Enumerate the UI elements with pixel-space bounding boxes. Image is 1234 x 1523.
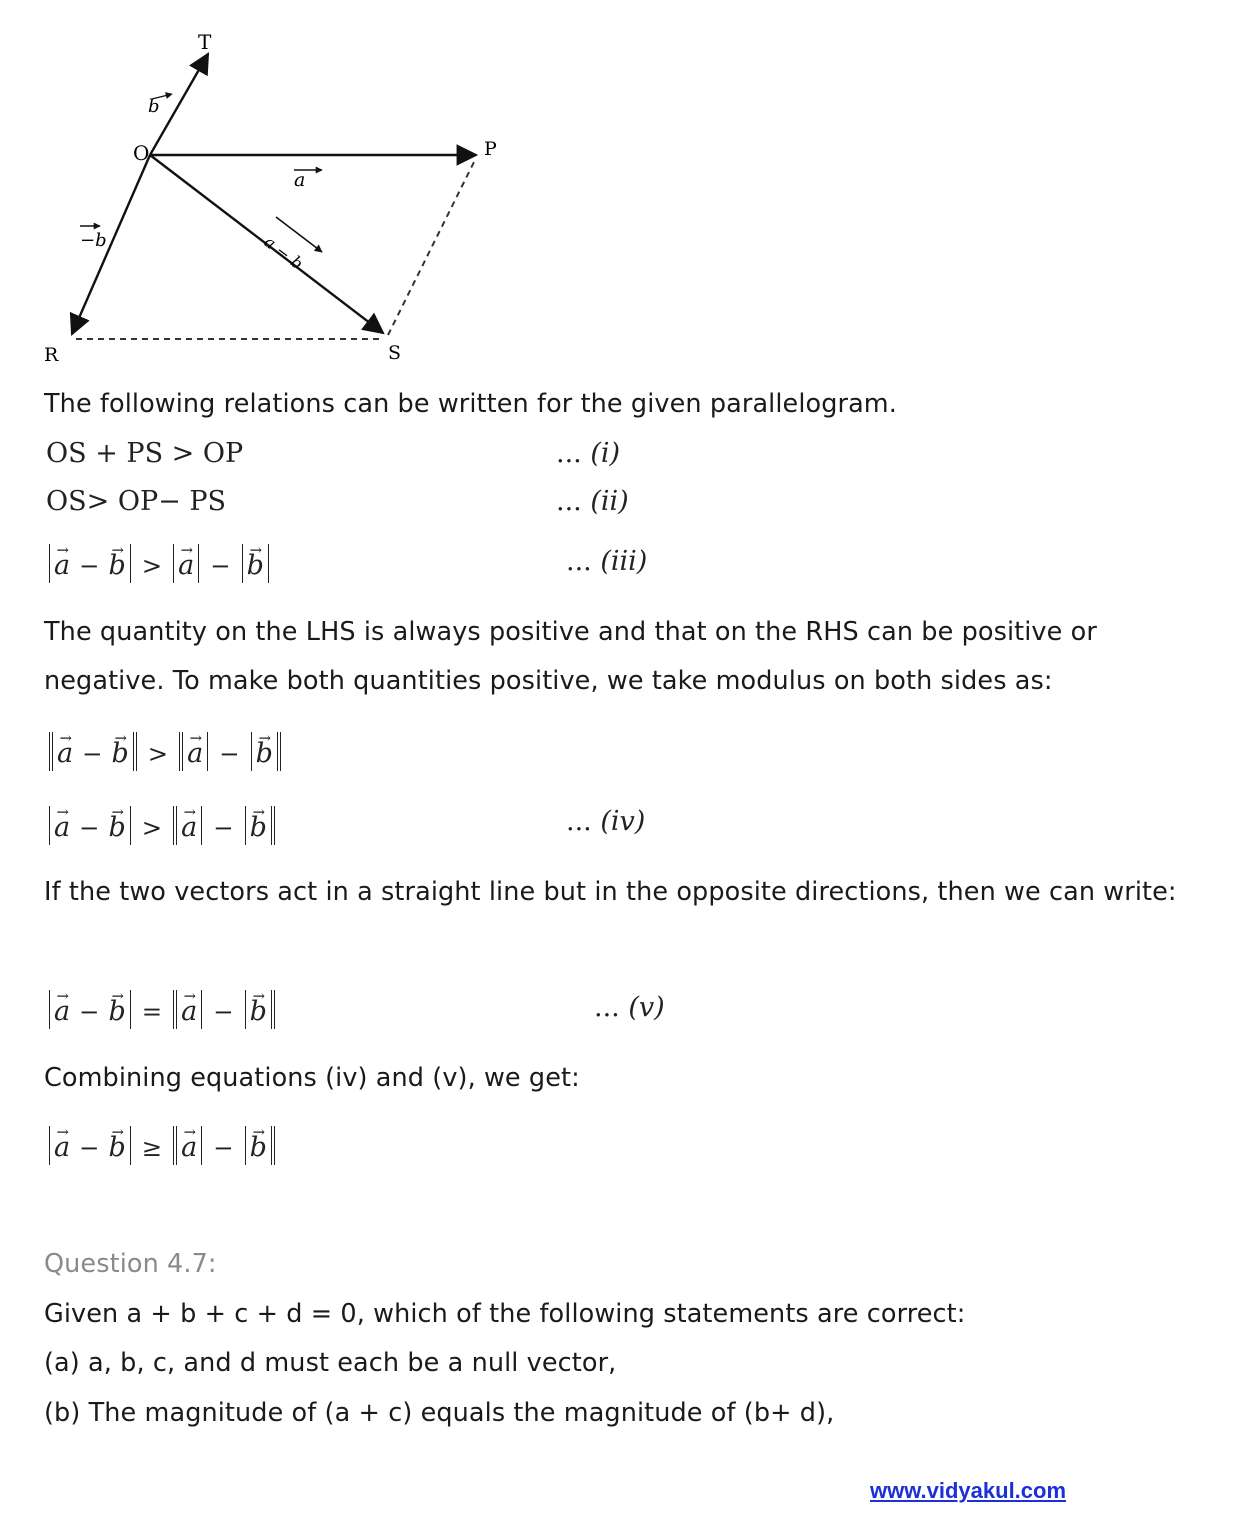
vector-label-minus-b: −b [80,230,107,251]
abs-bar [173,990,174,1029]
equation-iv-dots: ... [566,806,592,837]
equation-ii: OS> OP− PS [46,486,227,517]
footer-website-link[interactable]: www.vidyakul.com [870,1478,1067,1503]
dashed-side-sp [388,160,475,335]
greater-than-sign: > [141,550,163,580]
vector-label-a-minus-b: a − b [260,232,307,274]
minus-sign: − [79,550,100,580]
equation-ii-tag [556,486,629,517]
abs-bar [201,990,202,1029]
minus-sign: − [79,812,100,842]
option-a: (a) a, b, c, and d must each be a null vector, [44,1348,617,1378]
equation-i: OS + PS > OP [46,438,244,469]
greater-than-sign: > [147,738,169,768]
question-heading: Question 4.7: [44,1249,217,1279]
equation-ii-dots: ... [556,486,582,517]
greater-or-equal-sign: ≥ [141,1132,163,1162]
abs-bar [49,990,50,1029]
abs-bar [130,544,131,583]
abs-bar [49,1126,50,1165]
equation-iv [46,806,278,845]
abs-bar [182,732,183,771]
abs-bar [130,990,131,1029]
abs-bar [207,732,208,771]
point-label-o: O [133,141,150,165]
equation-combined [46,1126,278,1165]
abs-bar [173,1126,174,1165]
abs-bar [136,732,137,771]
abs-bar [242,544,243,583]
abs-bar [201,806,202,845]
abs-bar [173,544,174,583]
equation-iii-tag [566,546,647,577]
vector-a-symbol: → a [180,812,198,843]
vector-a-symbol: → a [180,1132,198,1163]
abs-bar [173,806,174,845]
minus-sign: − [213,996,234,1026]
point-label-r: R [44,344,59,366]
vector-a-symbol: → a [177,550,195,581]
abs-bar [251,732,252,771]
equation-v-dots: ... [594,992,620,1023]
vector-label-a: a [294,169,306,191]
abs-bar [274,806,275,845]
abs-bar [198,544,199,583]
abs-bar [176,806,177,845]
abs-bar [52,732,53,771]
abs-bar [271,806,272,845]
point-label-p: P [484,138,497,160]
vector-a-symbol: → a [53,812,71,843]
abs-bar [176,990,177,1029]
abs-bar [274,990,275,1029]
equation-i-number: (i) [590,438,621,469]
abs-bar [49,732,50,771]
abs-bar [49,544,50,583]
point-label-s: S [388,342,402,364]
minus-sign: − [210,550,231,580]
greater-than-sign: > [141,812,163,842]
vector-a-symbol: → a [180,996,198,1027]
vector-b-symbol: → b [110,738,129,769]
abs-bar [245,806,246,845]
parallelogram-diagram [0,0,560,380]
minus-sign: − [79,1132,100,1162]
minus-sign: − [219,738,240,768]
vector-a-symbol: → a [53,996,71,1027]
abs-bar [179,732,180,771]
equation-iii-number: (iii) [600,546,648,577]
equation-i-tag [556,438,620,469]
abs-bar [201,1126,202,1165]
vector-b-symbol: → b [249,812,268,843]
modulus-paragraph: The quantity on the LHS is always positive and that on the RHS can be positive or negative. To make both quantities positive, we take modulus on both sides as: [44,617,1097,696]
abs-bar [130,1126,131,1165]
combining-paragraph: Combining equations (iv) and (v), we get: [44,1063,580,1093]
vector-a-symbol: → a [53,550,71,581]
equation-v [46,990,278,1029]
abs-bar [176,1126,177,1165]
vector-a-symbol: → a [53,1132,71,1163]
equation-iii-dots: ... [566,546,592,577]
point-label-t: T [198,30,212,54]
vector-b-symbol: → b [107,996,126,1027]
equation-iv-tag [566,806,645,837]
equation-ii-number: (ii) [590,486,629,517]
minus-sign: − [213,1132,234,1162]
abs-bar [245,1126,246,1165]
abs-bar [49,806,50,845]
vector-b-symbol: → b [107,550,126,581]
equation-i-dots: ... [556,438,582,469]
vector-b-symbol: → b [107,1132,126,1163]
vector-b-symbol: → b [249,1132,268,1163]
minus-sign: − [79,996,100,1026]
vector-b-symbol: → b [107,812,126,843]
abs-bar [277,732,278,771]
equation-v-number: (v) [628,992,665,1023]
vector-a-symbol: → a [56,738,74,769]
vector-a-symbol: → a [186,738,204,769]
equation-iv-number: (iv) [600,806,646,837]
vector-b-symbol: → b [249,996,268,1027]
abs-bar [274,1126,275,1165]
abs-bar [130,806,131,845]
vector-b-symbol: → b [255,738,274,769]
abs-bar [245,990,246,1029]
vector-label-b: b [148,96,160,117]
equals-sign: = [141,996,163,1026]
abs-bar [271,1126,272,1165]
vector-b-symbol: → b [246,550,265,581]
minus-sign: − [213,812,234,842]
equation-modulus-both-sides [46,732,284,771]
equation-iii [46,544,272,583]
question-text: Given a + b + c + d = 0, which of the following statements are correct: [44,1299,966,1329]
equation-v-tag [594,992,665,1023]
abs-bar [133,732,134,771]
abs-bar [271,990,272,1029]
abs-bar [280,732,281,771]
abs-bar [268,544,269,583]
option-b: (b) The magnitude of (a + c) equals the magnitude of (b+ d), [44,1398,835,1428]
intro-paragraph: The following relations can be written for the given parallelogram. [44,389,897,419]
minus-sign: − [82,738,103,768]
straight-line-paragraph: If the two vectors act in a straight line but in the opposite directions, then we can write: [44,877,1177,907]
